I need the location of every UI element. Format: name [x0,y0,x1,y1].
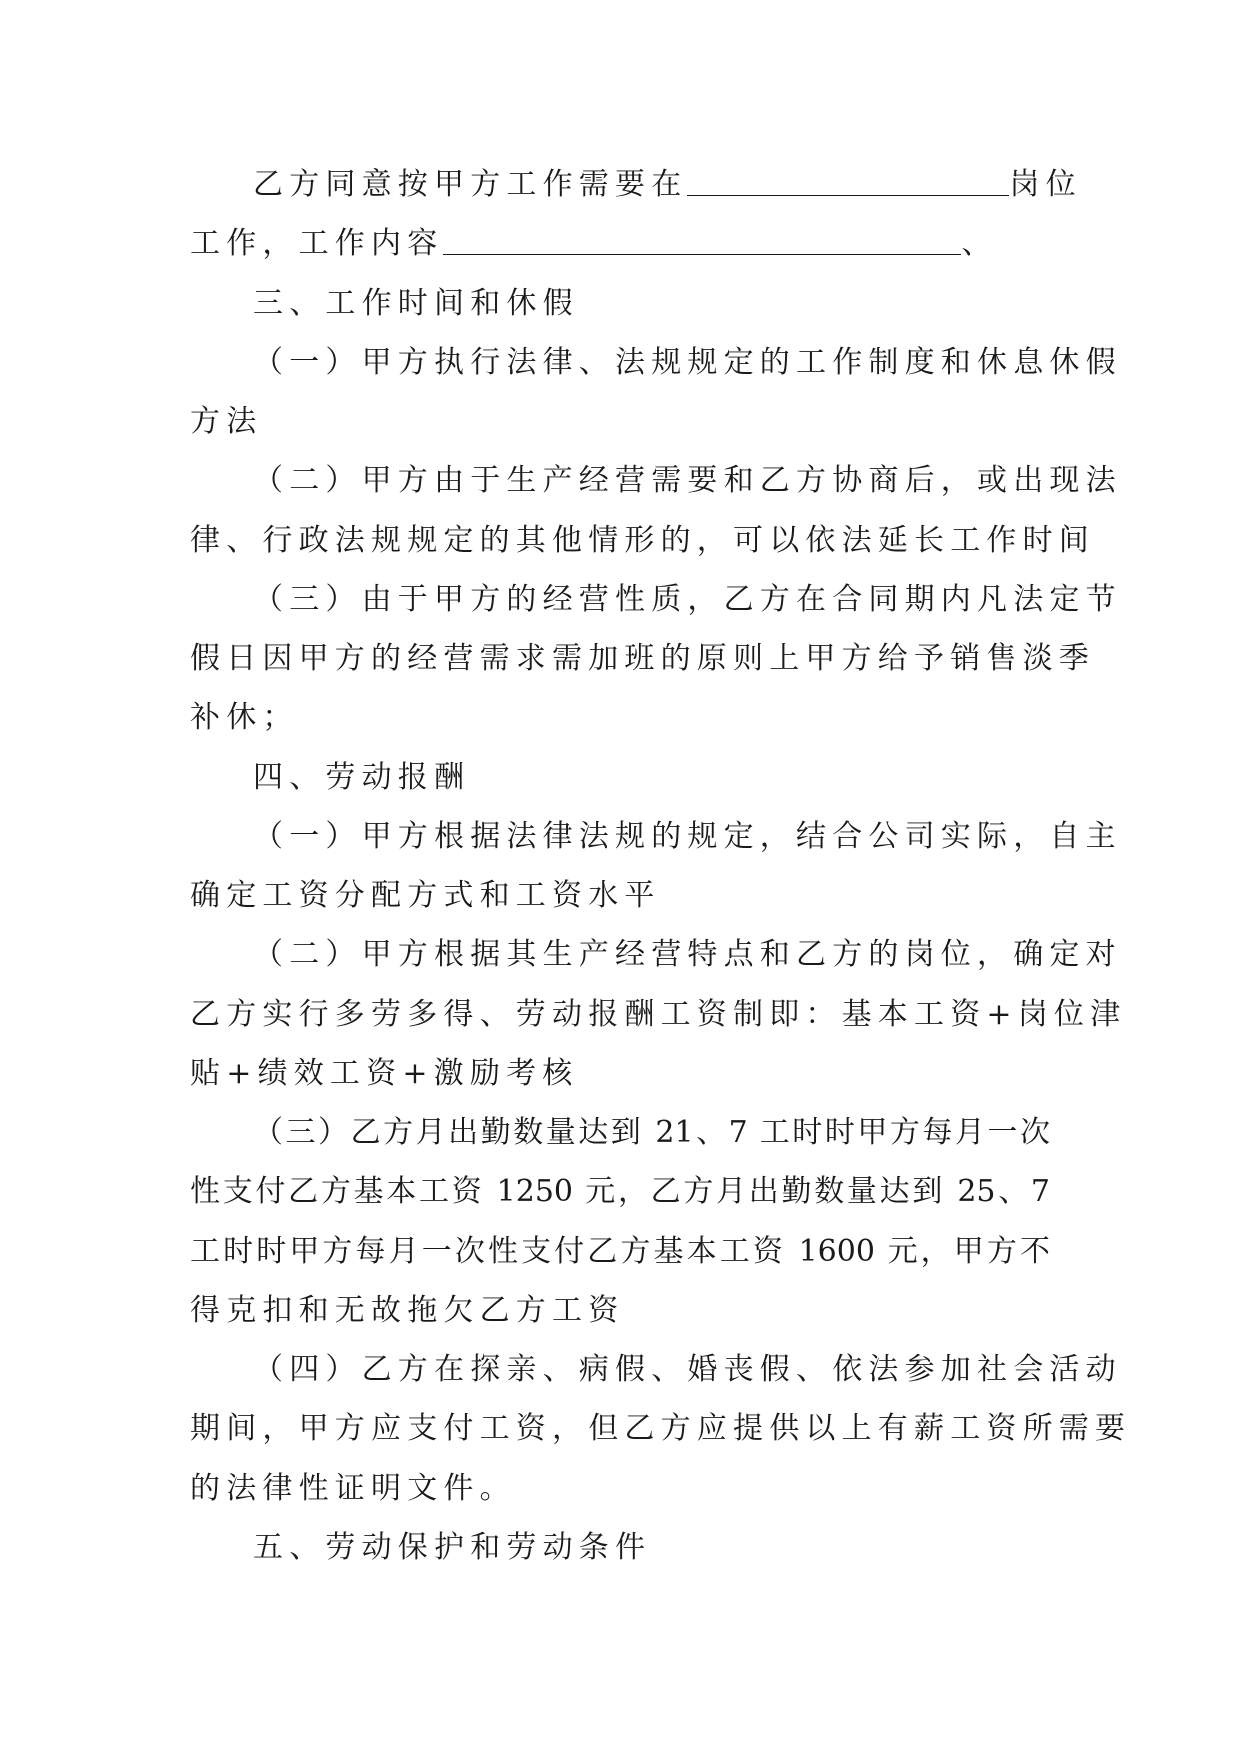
section-heading: 三、工作时间和休假 [253,286,579,321]
paragraph-line [190,224,1050,264]
paragraph-line: （一）甲方根据法律法规的规定，结合公司实际，自主 [253,819,1122,854]
line-text: 、 [961,226,998,261]
paragraph-line: 期间，甲方应支付工资，但乙方应提供以上有薪工资所需要 [190,1411,1132,1446]
paragraph-line: （二）甲方由于生产经营需要和乙方协商后，或出现法 [253,463,1122,498]
paragraph-line: 得克扣和无故拖欠乙方工资 [190,1293,625,1328]
line-text: 乙方同意按甲方工作需要在 [253,167,688,202]
section-heading: 四、劳动报酬 [253,760,471,795]
paragraph-line [253,165,1082,205]
paragraph-line: 的法律性证明文件。 [190,1471,516,1506]
paragraph-line: （三）由于甲方的经营性质，乙方在合同期内凡法定节 [253,582,1122,617]
fill-in-blank[interactable] [687,165,1009,196]
line-text: 岗位 [1009,167,1082,202]
paragraph-line: 工时时甲方每月一次性支付乙方基本工资 1600 元，甲方不 [190,1234,1050,1269]
paragraph-line: 假日因甲方的经营需求需加班的原则上甲方给予销售淡季 [190,641,1095,676]
paragraph-line: 性支付乙方基本工资 1250 元，乙方月出勤数量达到 25、7 [190,1174,1050,1209]
paragraph-line: 补休； [190,700,299,735]
section-heading: 五、劳动保护和劳动条件 [253,1530,652,1565]
paragraph-line: （一）甲方执行法律、法规规定的工作制度和休息休假 [253,345,1122,380]
paragraph-line: 乙方实行多劳多得、劳动报酬工资制即：基本工资+岗位津 [190,997,1127,1032]
line-text: 工作，工作内容 [190,226,444,261]
paragraph-line: 贴+绩效工资+激励考核 [190,1056,579,1091]
fill-in-blank[interactable] [443,224,961,255]
paragraph-line: （二）甲方根据其生产经营特点和乙方的岗位，确定对 [253,937,1122,972]
paragraph-line: 方法 [190,404,263,439]
paragraph-line: 确定工资分配方式和工资水平 [190,878,661,913]
paragraph-line: （三）乙方月出勤数量达到 21、7 工时时甲方每月一次 [253,1115,1050,1150]
paragraph-line: （四）乙方在探亲、病假、婚丧假、依法参加社会活动 [253,1352,1122,1387]
paragraph-line: 律、行政法规规定的其他情形的，可以依法延长工作时间 [190,523,1095,558]
